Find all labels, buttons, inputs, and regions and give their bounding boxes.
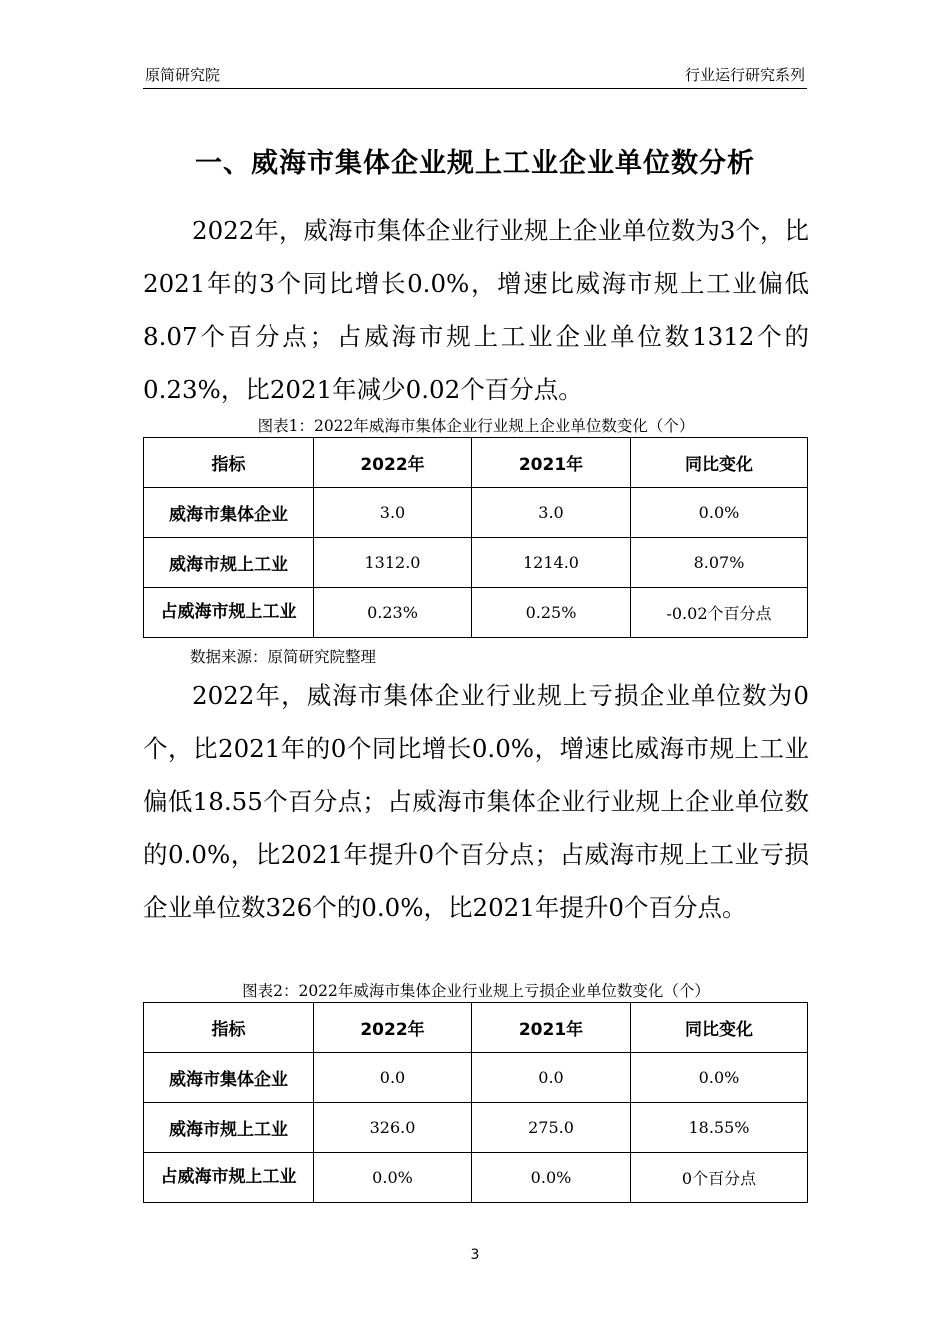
table2-caption: 图表2：2022年威海市集体企业行业规上亏损企业单位数变化（个） — [242, 982, 710, 1000]
table-row — [144, 1053, 808, 1103]
table-cell: 3.0 — [314, 488, 472, 538]
table-header-row — [144, 438, 808, 488]
row-label: 占威海市规上工业 — [144, 1153, 314, 1203]
table-cell: 0.0 — [472, 1053, 631, 1103]
row-label: 威海市规上工业 — [144, 538, 314, 588]
table-row — [144, 588, 808, 638]
table-cell: 0.23% — [314, 588, 472, 638]
row-label: 威海市集体企业 — [144, 488, 314, 538]
page-header — [143, 62, 807, 89]
table-cell: 326.0 — [314, 1103, 472, 1153]
table-cell: 3.0 — [472, 488, 631, 538]
table2 — [143, 1002, 808, 1203]
header-series-name: 行业运行研究系列 — [684, 66, 805, 84]
header-org-name: 原简研究院 — [145, 66, 221, 84]
table-cell: 275.0 — [472, 1103, 631, 1153]
table-cell: 0.0% — [631, 1053, 808, 1103]
paragraph-2: 2022年，威海市集体企业行业规上亏损企业单位数为0个，比2021年的0个同比增长0.0%，增速比威海市规上工业偏低18.55个百分点；占威海市集体企业行业规上企业单位数的0.0%，比2021年提升0个百分点；占威海市规上工业亏损企业单位数326个的0.0%，比2021年提升0个百分点。 — [143, 681, 809, 922]
table-header-cell: 指标 — [144, 1003, 314, 1053]
paragraph-1: 2022年，威海市集体企业行业规上企业单位数为3个，比2021年的3个同比增长0.0%，增速比威海市规上工业偏低8.07个百分点；占威海市规上工业企业单位数1312个的0.23%，比2021年减少0.02个百分点。 — [143, 216, 809, 404]
table-cell: 1214.0 — [472, 538, 631, 588]
table-cell: 18.55% — [631, 1103, 808, 1153]
table-header-cell: 同比变化 — [631, 438, 808, 488]
table-cell: 0.0% — [472, 1153, 631, 1203]
table1 — [143, 437, 808, 638]
page-number: 3 — [470, 1247, 480, 1263]
row-label: 威海市规上工业 — [144, 1103, 314, 1153]
row-label: 占威海市规上工业 — [144, 588, 314, 638]
table-cell: 0.0% — [314, 1153, 472, 1203]
table-header-cell: 同比变化 — [631, 1003, 808, 1053]
data-source-note: 数据来源：原简研究院整理 — [190, 648, 377, 666]
table-cell: 0.0% — [631, 488, 808, 538]
table1-caption: 图表1：2022年威海市集体企业行业规上企业单位数变化（个） — [257, 417, 695, 435]
table-header-cell: 指标 — [144, 438, 314, 488]
table-cell: 0.0 — [314, 1053, 472, 1103]
row-label: 威海市集体企业 — [144, 1053, 314, 1103]
table-row — [144, 1153, 808, 1203]
table-cell: 0.25% — [472, 588, 631, 638]
table-header-cell: 2022年 — [314, 438, 472, 488]
table-cell: 8.07% — [631, 538, 808, 588]
table-header-cell: 2021年 — [472, 438, 631, 488]
table-header-row — [144, 1003, 808, 1053]
table-row — [144, 1103, 808, 1153]
section-title: 一、威海市集体企业规上工业企业单位数分析 — [195, 148, 755, 179]
table-row — [144, 538, 808, 588]
table-row — [144, 488, 808, 538]
table-cell: 1312.0 — [314, 538, 472, 588]
table-cell: -0.02个百分点 — [631, 588, 808, 638]
table-header-cell: 2021年 — [472, 1003, 631, 1053]
table-cell: 0个百分点 — [631, 1153, 808, 1203]
table-header-cell: 2022年 — [314, 1003, 472, 1053]
